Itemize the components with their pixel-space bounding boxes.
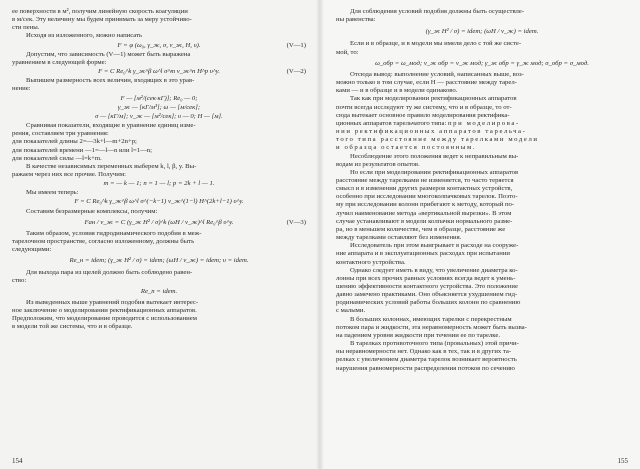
equation-number: (V—2) xyxy=(286,68,306,76)
equation-text: γ_ж — [кГ/м³]; ω — [м/сек]; xyxy=(117,103,201,111)
text-line: сюда вытекает основное правило моделирования ректифика- xyxy=(336,111,510,119)
text-line: ное заключение о моделировании ректификационных аппаратов. xyxy=(12,307,197,315)
text-line: В тарелках противоточного типа (провальных) этой причи- xyxy=(350,340,519,348)
text-line: Если и в образце, и в модели мы имели дело с той же систе- xyxy=(350,40,522,48)
equation xyxy=(336,60,628,68)
text-line: Исходя из изложенного, можно написать xyxy=(26,32,143,40)
text-line: следующими: xyxy=(12,246,52,254)
text-line: В больших колоннах, имеющих тарелки с перекрестным xyxy=(350,315,512,323)
text-line: Таким образом, условия гидродинамического подобия в меж- xyxy=(26,229,202,237)
text-line: Несоблюдение этого положения ведет к неправильным вы- xyxy=(350,152,519,160)
text-line: Однако следует иметь в виду, что увеличение диаметра ко- xyxy=(350,266,518,274)
equation xyxy=(336,28,628,36)
text-line: Мы имеем теперь: xyxy=(26,189,79,197)
equation-number: (V—3) xyxy=(286,218,306,226)
text-line: ра, но в меньшем количестве, чем в образце, расстояние же xyxy=(336,225,506,233)
text-line: на падением уровня жидкости при течении ее по тарелке. xyxy=(336,331,501,339)
text-line: Сравнивая показатели, входящие в уравнение единиц изме- xyxy=(26,122,196,130)
text-line: Так как при моделировании ректификационных аппаратов xyxy=(350,95,517,103)
equation-text: m = — k — 1; n = 1 — l; p = 2k + l — 1. xyxy=(103,180,215,188)
equation-text: F = φ (ω₀, γ_ж, σ, ν_ж, H, υ). xyxy=(117,41,201,49)
equation xyxy=(12,219,306,227)
text-line: Но если при моделировании ректификационных аппаратов xyxy=(350,168,519,176)
text-span: ционных аппаратов тарельчатого типа: xyxy=(336,119,447,127)
text-line: расстояние между тарелками не изменяется, то часто теряется xyxy=(336,176,514,184)
book-gutter xyxy=(316,0,324,469)
text-line: почти всегда исследуют ту же систему, что и в образце, то от- xyxy=(336,103,512,111)
text-line: смысл и в изменении других размеров контактных устройств, xyxy=(336,185,513,193)
text-line: нарушения равномерности распределения потоков по сечению xyxy=(336,364,515,372)
text-line: Предположим, что моделирование проводится с использованием xyxy=(12,315,197,323)
text-line: ками — и в образце и в модели одинаково. xyxy=(336,87,458,95)
equation xyxy=(12,95,306,103)
equation xyxy=(12,42,306,50)
text-line: релках с увеличением диаметра тарелок возникает вероятность xyxy=(336,356,517,364)
equation xyxy=(12,180,306,188)
text-line: Для соблюдения условий подобия должны быть осуществле- xyxy=(350,8,525,15)
equation xyxy=(12,288,306,296)
text-line: родинамических условий работы больших колонн по сравнению xyxy=(336,299,521,307)
text-line: нение: xyxy=(12,85,31,93)
text-line: Из выведенных выше уравнений подобия вытекает интерес- xyxy=(26,299,199,306)
equation xyxy=(12,104,306,112)
text-line: Составим безразмерные комплексы, получим: xyxy=(26,207,158,215)
spaced-text: и образца остается постоянным. xyxy=(336,144,477,152)
text-line: уравнением в следующей форме: xyxy=(12,58,107,66)
text-line: лучил наименование метода «вертикальной вырезки». В этом xyxy=(336,209,512,217)
text-line: особенно при исследовании многоколпачковых тарелок. Поэто- xyxy=(336,193,518,201)
text-line: в м/сек. Эту величину мы будем принимать за меру устойчиво- xyxy=(12,16,192,24)
equation xyxy=(12,113,306,121)
text-line: контактного устройства. xyxy=(336,258,406,266)
equation-number: (V—1) xyxy=(286,41,306,49)
text-line: Для выхода пара из щелей должно быть соблюдено равен- xyxy=(26,268,193,276)
text-line: Отсюда вывод: выполнение условий, написанных выше, воз- xyxy=(350,70,524,78)
text-line: для показателей длины 2=—3k+l—m+2n+p; xyxy=(12,138,137,146)
text-line: В качестве независимых переменных выберем k, l, β, y. Вы- xyxy=(26,162,197,170)
text-line: водам из результатов опытов. xyxy=(336,160,420,168)
text-line: с малыми. xyxy=(336,307,366,315)
text-line: ны равенства: xyxy=(336,16,376,24)
equation-text: (γ_ж H² / σ) = idem; (ωH / ν_ж) = idem. xyxy=(425,28,539,36)
equation-text: Re_п = idem. xyxy=(140,287,178,295)
text-line: можно только в том случае, если H — расстояние между тарел- xyxy=(336,79,517,87)
spaced-text: нии ректификационных аппаратов тарельча- xyxy=(336,128,527,136)
equation-text: F — [м²/(сек·кГ)]; Re₀ — 0; xyxy=(120,94,198,102)
text-line: ство: xyxy=(12,276,27,284)
text-line: тарелочном пространстве, согласно изложенному, должны быть xyxy=(12,238,195,246)
page-number: 155 xyxy=(617,456,628,465)
text-line: случае устанавливают в модели колпачки нормального разме- xyxy=(336,217,513,225)
text-line: Допустим, что зависимость (V—1) может быть выражена xyxy=(26,50,191,58)
page-number: 154 xyxy=(12,456,23,465)
text-line: ние аппарата и в эксплуатационных расходах при испытании xyxy=(336,250,511,258)
text-line: мой, то: xyxy=(336,48,359,56)
text-line xyxy=(336,120,628,128)
equation-text: σ — [кГ/м]; ν_ж — [м²/сек]; υ — 0; H — [м]. xyxy=(95,112,223,120)
text-line: для показателей силы —l=k+m. xyxy=(12,154,102,162)
equation-text: F = C Re₀^k γ_ж^β ω^l σ^(−k−1) ν_ж^(1−l) H^(2k+l−1) υ^y. xyxy=(74,198,244,206)
equation-text: Faн / ν_ж = C (γ_ж H² / σ)^k (ωH / ν_ж)^l Re₀^β υ^y. xyxy=(84,218,234,226)
text-line: му при исследовании колонн прибегают к методу, который по- xyxy=(336,201,515,209)
text-line: потоком пара и жидкости, эта неравномерность может быть вызва- xyxy=(336,323,527,331)
text-line: ее поверхности в м², получим линейную скорость коагуляции xyxy=(12,8,188,15)
equation-text: Re_н = idem; (γ_ж H² / σ) = idem; (ωH / ν_ж) = idem; υ = idem. xyxy=(69,257,249,265)
right-page xyxy=(320,0,640,469)
equation xyxy=(12,68,306,76)
text-line: шению эффективности контактного устройства. Это положение xyxy=(336,283,518,290)
text-line: рения, составляем три уравнения: xyxy=(12,130,109,138)
equation xyxy=(12,257,306,265)
equation-text: F = C Re₀^k γ_ж^β ω^l σ^m ν_ж^n H^p υ^y. xyxy=(98,68,220,76)
text-line: давно замечено практиками. Оно объясняется ухудшением гид- xyxy=(336,291,518,299)
text-line: для показателей времени —1=—l—n или l=1—n; xyxy=(12,146,152,154)
text-line: Выпишем размерность всех величин, входящих в это урав- xyxy=(26,77,195,85)
equation-text: ω_обр = ω_мод; ν_ж обр = ν_ж мод; γ_ж обр = γ_ж мод; σ_обр = σ_мод. xyxy=(375,59,589,67)
equation xyxy=(12,198,306,206)
text-line: ны неравномерности нет. Однако как в тех, так и в других та- xyxy=(336,348,512,356)
text-line: сти пены. xyxy=(12,24,40,32)
text-line: лонны при всех прочих равных условиях всегда ведет к умень- xyxy=(336,274,516,282)
spaced-text: при моделирова- xyxy=(448,119,520,127)
spaced-text: того типа расстояние между тарелками модели xyxy=(336,136,539,144)
text-line: в модели той же системы, что и в образце. xyxy=(12,323,133,331)
text-line: Исследователь при этом выигрывает в расходе на сооруже- xyxy=(350,242,519,250)
text-line: ражаем через них все прочие. Получим: xyxy=(12,170,126,178)
text-line: между тарелками оставляют без изменения. xyxy=(336,234,462,242)
